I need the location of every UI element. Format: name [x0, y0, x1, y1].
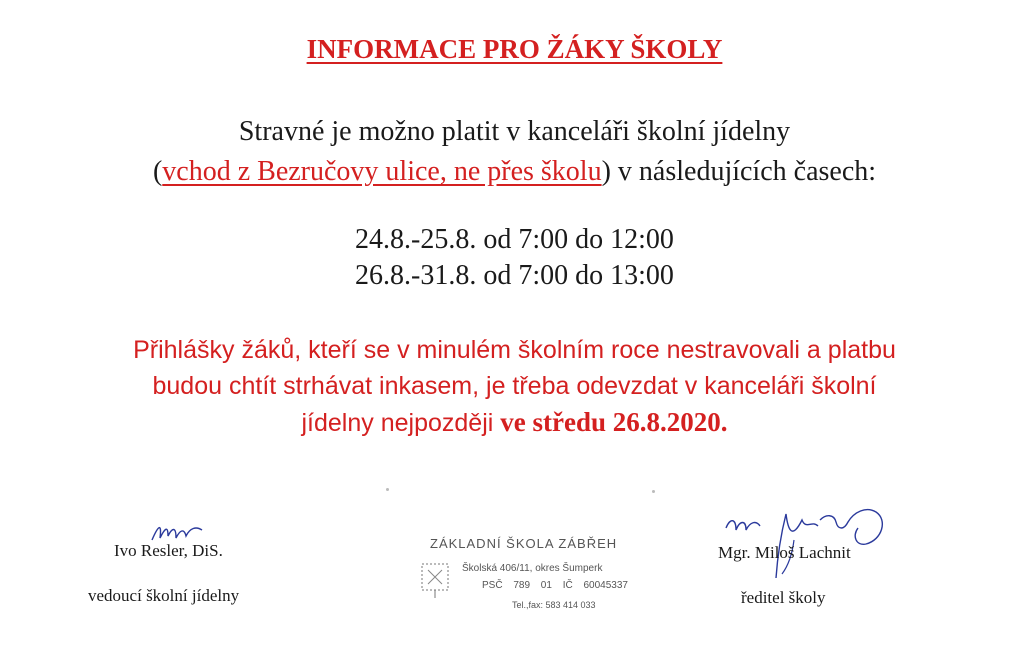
- notice-line-1: Přihlášky žáků, kteří se v minulém školním roce nestravovali a platbu: [133, 336, 896, 364]
- open-paren: (: [152, 156, 163, 187]
- stamp-psc: PSČ 789 01: [482, 580, 552, 591]
- payment-times: [0, 222, 1029, 294]
- signatory-right-name: Mgr. Miloš Lachnit: [718, 543, 851, 562]
- scan-speck: [652, 490, 655, 493]
- stamp-title: ZÁKLADNÍ ŠKOLA ZÁBŘEH: [430, 536, 618, 551]
- emblem-icon: [418, 560, 452, 600]
- time-row: 24.8.-25.8. od 7:00 do 12:00: [355, 224, 674, 255]
- school-stamp: [410, 530, 630, 625]
- stamp-ic: IČ 60045337: [562, 580, 628, 591]
- stamp-ids: [482, 580, 628, 591]
- signatory-right-role: ředitel školy: [741, 588, 826, 607]
- deadline: ve středu 26.8.2020.: [500, 407, 728, 437]
- scan-speck: [386, 488, 389, 491]
- intro-line-2: [0, 152, 1029, 192]
- signatory-left-name: Ivo Resler, DiS.: [114, 541, 223, 560]
- registration-notice: [40, 332, 989, 441]
- intro-line-2-rest: ) v následujících časech:: [601, 156, 877, 187]
- notice-line-3: [40, 404, 989, 441]
- notice-line-3-text: jídelny nejpozději: [301, 409, 501, 437]
- time-row: 26.8.-31.8. od 7:00 do 13:00: [355, 260, 674, 291]
- intro-paragraph: [0, 112, 1029, 192]
- stamp-address: Školská 406/11, okres Šumperk: [462, 563, 603, 574]
- notice-line-2: budou chtít strhávat inkasem, je třeba odevzdat v kanceláři školní: [152, 372, 877, 400]
- stamp-tel: Tel.,fax: 583 414 033: [512, 600, 596, 610]
- signatory-left-role: vedoucí školní jídelny: [88, 586, 240, 605]
- page-title: INFORMACE PRO ŽÁKY ŠKOLY: [306, 34, 723, 64]
- signature-right-icon: [716, 500, 896, 580]
- intro-line-1: Stravné je možno platit v kanceláři školní jídelny: [238, 116, 791, 147]
- entrance-note: vchod z Bezručovy ulice, ne přes školu: [162, 156, 602, 187]
